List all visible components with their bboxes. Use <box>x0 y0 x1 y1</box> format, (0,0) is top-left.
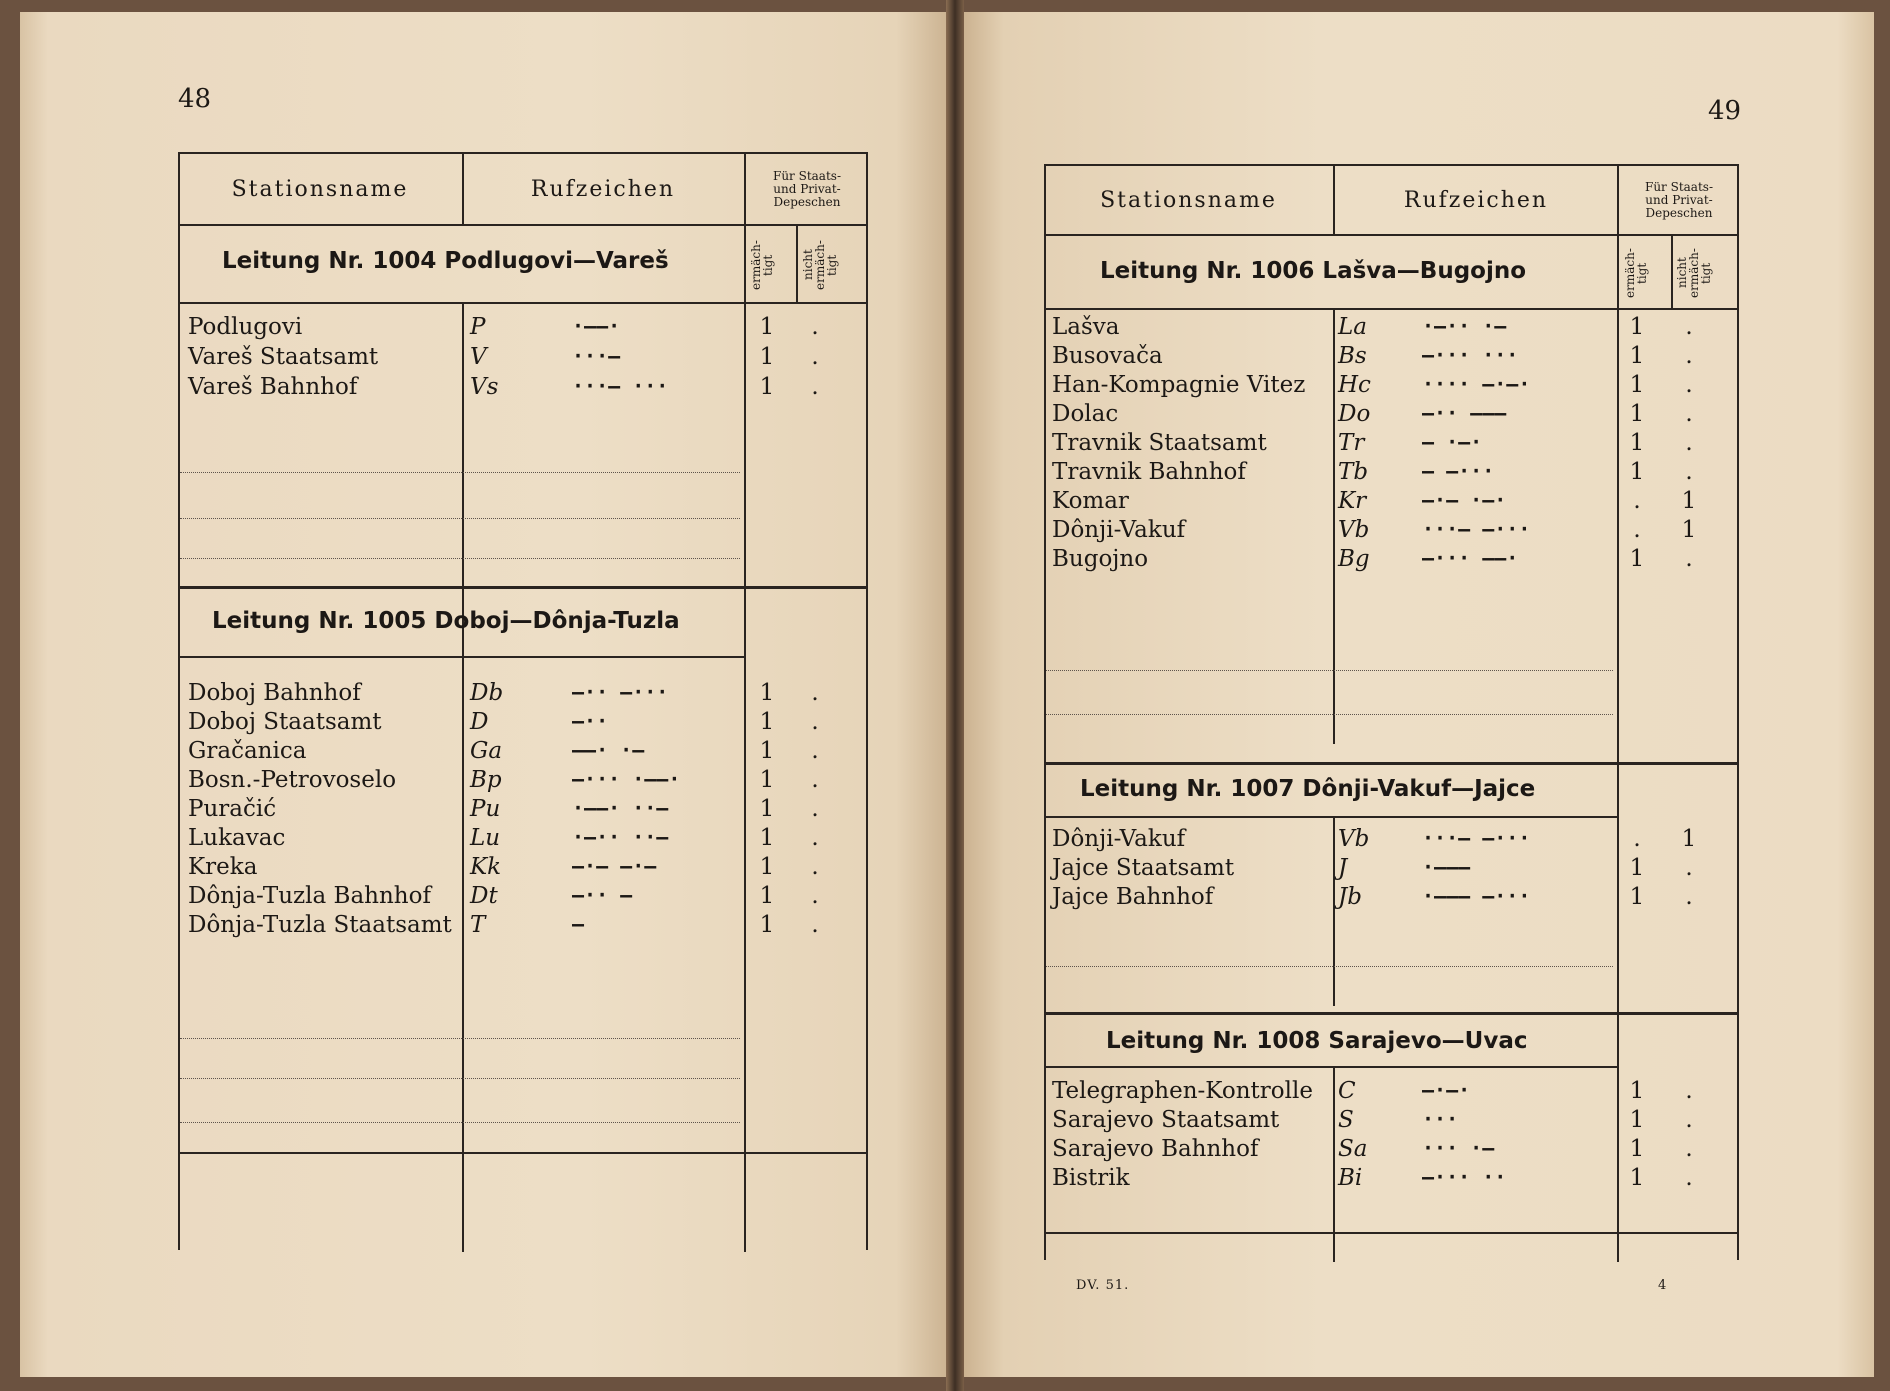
station-name: Kreka <box>188 854 258 880</box>
section-title-1007: Leitung Nr. 1007 Dônji-Vakuf—Jajce <box>1080 776 1536 802</box>
value-not-authorized: . <box>811 709 819 735</box>
value-not-authorized: 1 <box>1681 488 1697 514</box>
morse-code: ·—·· ·— <box>1422 314 1507 338</box>
col-divider <box>462 154 464 226</box>
header-stationsname: Stationsname <box>231 176 409 202</box>
value-not-authorized: . <box>811 374 819 400</box>
subheader-nicht-ermaechtigt: nicht ermäch-tigt <box>801 240 839 290</box>
value-not-authorized: . <box>1685 884 1693 910</box>
station-name: Han-Kompagnie Vitez <box>1052 372 1306 398</box>
value-not-authorized: . <box>1685 855 1693 881</box>
call-sign: T <box>470 912 486 938</box>
value-authorized: . <box>1633 826 1641 852</box>
station-name: Dolac <box>1052 401 1119 427</box>
morse-code: ·——— —··· <box>1422 884 1531 908</box>
value-authorized: 1 <box>1629 1107 1645 1133</box>
value-authorized: 1 <box>1629 430 1645 456</box>
call-sign: Tr <box>1338 430 1365 456</box>
call-sign: Lu <box>470 825 501 851</box>
morse-code: —·· — <box>572 883 633 907</box>
dotted-rule <box>1046 714 1613 715</box>
header-rufzeichen: Rufzeichen <box>530 176 676 202</box>
header-depeschen-line: und Privat- <box>773 181 841 196</box>
morse-code: ·——· ··— <box>572 796 669 820</box>
call-sign: S <box>1338 1107 1354 1133</box>
morse-code: —··· ·——· <box>572 767 681 791</box>
value-not-authorized: 1 <box>1681 826 1697 852</box>
value-authorized: 1 <box>759 314 775 340</box>
value-authorized: 1 <box>759 767 775 793</box>
call-sign: Sa <box>1338 1136 1368 1162</box>
morse-code: —··· ·· <box>1422 1165 1507 1189</box>
station-name: Travnik Bahnhof <box>1052 459 1246 485</box>
dotted-rule <box>180 472 740 473</box>
header-depeschen-line: Depeschen <box>1645 205 1713 220</box>
value-not-authorized: . <box>811 796 819 822</box>
footer-sheet-number: 4 <box>1658 1278 1668 1293</box>
section-rule <box>1046 1232 1739 1234</box>
page-number-left: 48 <box>178 84 212 114</box>
book-gutter <box>946 0 964 1391</box>
call-sign: Kr <box>1338 488 1367 514</box>
section-rule <box>180 586 868 589</box>
value-not-authorized: . <box>1685 1136 1693 1162</box>
call-sign: Kk <box>470 854 502 880</box>
value-authorized: 1 <box>759 709 775 735</box>
value-not-authorized: . <box>811 344 819 370</box>
morse-code: —··· ——· <box>1422 546 1519 570</box>
station-name: Bosn.-Petrovoselo <box>188 767 397 793</box>
table-row <box>1052 884 1736 918</box>
station-table-left <box>178 152 868 1250</box>
section-rule <box>180 302 868 304</box>
header-depeschen <box>1619 166 1739 234</box>
station-name: Lašva <box>1052 314 1120 340</box>
call-sign: Pu <box>470 796 501 822</box>
call-sign: Bg <box>1338 546 1370 572</box>
morse-code: ···— —··· <box>1422 826 1531 850</box>
value-authorized: 1 <box>1629 459 1645 485</box>
section-title-1006: Leitung Nr. 1006 Lašva—Bugojno <box>1100 258 1527 284</box>
header-depeschen <box>746 154 868 224</box>
call-sign: La <box>1338 314 1367 340</box>
value-authorized: 1 <box>759 796 775 822</box>
section-rule <box>1046 1012 1739 1015</box>
section-rule <box>1046 308 1739 310</box>
morse-code: —·— ·—· <box>1422 488 1507 512</box>
morse-code: —·· <box>572 709 609 733</box>
morse-code: ·—·· ··— <box>572 825 669 849</box>
table-row <box>1052 1165 1736 1199</box>
section-title-1005: Leitung Nr. 1005 Doboj—Dônja-Tuzla <box>212 608 680 634</box>
header-depeschen-line: Für Staats- <box>1645 179 1713 194</box>
dotted-rule <box>180 1078 740 1079</box>
station-name: Doboj Staatsamt <box>188 709 382 735</box>
value-authorized: 1 <box>1629 372 1645 398</box>
call-sign: Dt <box>470 883 498 909</box>
call-sign: Hc <box>1338 372 1371 398</box>
morse-code: —·—· <box>1422 1078 1471 1102</box>
value-not-authorized: . <box>811 883 819 909</box>
call-sign: C <box>1338 1078 1356 1104</box>
table-row <box>188 344 860 378</box>
dotted-rule <box>180 1038 740 1039</box>
section-rule <box>180 1152 868 1154</box>
station-name: Podlugovi <box>188 314 303 340</box>
dotted-rule <box>1046 670 1613 671</box>
section-title-1004: Leitung Nr. 1004 Podlugovi—Vareš <box>222 248 669 274</box>
station-table-right <box>1044 164 1739 1260</box>
value-authorized: 1 <box>759 883 775 909</box>
call-sign: Tb <box>1338 459 1369 485</box>
call-sign: Bi <box>1338 1165 1363 1191</box>
col-divider <box>1333 166 1335 236</box>
morse-code: —·· ——— <box>1422 401 1507 425</box>
morse-code: ··· <box>1422 1107 1459 1131</box>
table-row <box>188 374 860 408</box>
header-depeschen-line: Depeschen <box>773 194 841 209</box>
station-name: Telegraphen-Kontrolle <box>1052 1078 1313 1104</box>
value-authorized: 1 <box>759 912 775 938</box>
morse-code: ·——— <box>1422 855 1471 879</box>
value-not-authorized: . <box>811 767 819 793</box>
subheader-ermaechtigt: ermäch-tigt <box>1623 248 1649 298</box>
section-title-1008: Leitung Nr. 1008 Sarajevo—Uvac <box>1106 1028 1528 1054</box>
value-not-authorized: 1 <box>1681 517 1697 543</box>
call-sign: Vb <box>1338 517 1370 543</box>
morse-code: ···— —··· <box>1422 517 1531 541</box>
call-sign: J <box>1338 855 1348 881</box>
value-not-authorized: . <box>811 825 819 851</box>
station-name: Vareš Bahnhof <box>188 374 358 400</box>
call-sign: Bp <box>470 767 502 793</box>
header-depeschen-line: Für Staats- <box>773 168 841 183</box>
value-authorized: 1 <box>1629 884 1645 910</box>
station-name: Gračanica <box>188 738 307 764</box>
station-name: Dônja-Tuzla Bahnhof <box>188 883 431 909</box>
value-authorized: 1 <box>1629 1136 1645 1162</box>
call-sign: D <box>470 709 489 735</box>
call-sign: P <box>470 314 486 340</box>
call-sign: V <box>470 344 487 370</box>
value-not-authorized: . <box>811 738 819 764</box>
value-authorized: 1 <box>759 374 775 400</box>
station-name: Lukavac <box>188 825 286 851</box>
station-name: Dônji-Vakuf <box>1052 517 1186 543</box>
station-name: Dônji-Vakuf <box>1052 826 1186 852</box>
value-not-authorized: . <box>1685 314 1693 340</box>
section-rule <box>1046 816 1617 818</box>
value-authorized: 1 <box>759 738 775 764</box>
dotted-rule <box>1046 966 1613 967</box>
morse-code: — ·—· <box>1422 430 1483 454</box>
value-not-authorized: . <box>811 854 819 880</box>
station-name: Komar <box>1052 488 1129 514</box>
call-sign: Jb <box>1338 884 1362 910</box>
value-authorized: 1 <box>1629 343 1645 369</box>
value-authorized: 1 <box>1629 314 1645 340</box>
header-depeschen-line: und Privat- <box>1645 192 1713 207</box>
station-name: Puračić <box>188 796 277 822</box>
value-not-authorized: . <box>811 314 819 340</box>
station-name: Vareš Staatsamt <box>188 344 379 370</box>
subheader-ermaechtigt: ermäch-tigt <box>749 240 775 290</box>
value-not-authorized: . <box>1685 546 1693 572</box>
value-not-authorized: . <box>1685 1165 1693 1191</box>
value-authorized: . <box>1633 488 1641 514</box>
value-not-authorized: . <box>1685 1107 1693 1133</box>
morse-code: ···— <box>572 344 621 368</box>
value-not-authorized: . <box>811 680 819 706</box>
station-name: Jajce Bahnhof <box>1052 884 1214 910</box>
col-divider <box>1671 236 1673 308</box>
value-authorized: 1 <box>1629 1078 1645 1104</box>
value-authorized: 1 <box>1629 855 1645 881</box>
value-authorized: 1 <box>1629 1165 1645 1191</box>
morse-code: —·— —·— <box>572 854 657 878</box>
station-name: Sarajevo Bahnhof <box>1052 1136 1259 1162</box>
value-not-authorized: . <box>1685 430 1693 456</box>
value-authorized: 1 <box>759 825 775 851</box>
station-name: Sarajevo Staatsamt <box>1052 1107 1280 1133</box>
morse-code: ——· ·— <box>572 738 645 762</box>
section-rule <box>1046 1066 1617 1068</box>
value-authorized: 1 <box>759 854 775 880</box>
value-authorized: . <box>1633 517 1641 543</box>
call-sign: Vb <box>1338 826 1370 852</box>
morse-code: ···— ··· <box>572 374 669 398</box>
station-name: Dônja-Tuzla Staatsamt <box>188 912 452 938</box>
col-divider <box>796 226 798 302</box>
morse-code: — —··· <box>1422 459 1495 483</box>
page-number-right: 49 <box>1708 96 1742 126</box>
morse-code: — <box>572 912 585 936</box>
value-not-authorized: . <box>1685 372 1693 398</box>
station-name: Busovača <box>1052 343 1163 369</box>
value-not-authorized: . <box>1685 401 1693 427</box>
station-name: Doboj Bahnhof <box>188 680 361 706</box>
station-name: Bugojno <box>1052 546 1149 572</box>
morse-code: —·· —··· <box>572 680 669 704</box>
dotted-rule <box>180 518 740 519</box>
morse-code: ···· —·—· <box>1422 372 1531 396</box>
dotted-rule <box>180 558 740 559</box>
call-sign: Vs <box>470 374 499 400</box>
value-authorized: 1 <box>1629 546 1645 572</box>
value-authorized: 1 <box>759 344 775 370</box>
call-sign: Do <box>1338 401 1371 427</box>
footer-signature: DV. 51. <box>1076 1278 1130 1293</box>
section-rule <box>1046 762 1739 765</box>
morse-code: ·——· <box>572 314 621 338</box>
value-not-authorized: . <box>1685 459 1693 485</box>
dotted-rule <box>180 1122 740 1123</box>
table-row <box>1052 546 1736 580</box>
station-name: Travnik Staatsamt <box>1052 430 1267 456</box>
call-sign: Ga <box>470 738 503 764</box>
table-row <box>188 912 860 946</box>
station-name: Bistrik <box>1052 1165 1130 1191</box>
table-header <box>180 154 866 226</box>
table-row <box>188 314 860 348</box>
table-header <box>1046 166 1737 236</box>
value-not-authorized: . <box>1685 343 1693 369</box>
subheader-nicht-ermaechtigt: nicht ermäch-tigt <box>1675 248 1713 298</box>
call-sign: Bs <box>1338 343 1367 369</box>
header-rufzeichen: Rufzeichen <box>1403 187 1549 213</box>
station-name: Jajce Staatsamt <box>1052 855 1235 881</box>
morse-code: —··· ··· <box>1422 343 1519 367</box>
header-stationsname: Stationsname <box>1100 187 1277 213</box>
value-not-authorized: . <box>1685 1078 1693 1104</box>
value-authorized: 1 <box>759 680 775 706</box>
call-sign: Db <box>470 680 504 706</box>
value-authorized: 1 <box>1629 401 1645 427</box>
morse-code: ··· ·— <box>1422 1136 1495 1160</box>
value-not-authorized: . <box>811 912 819 938</box>
